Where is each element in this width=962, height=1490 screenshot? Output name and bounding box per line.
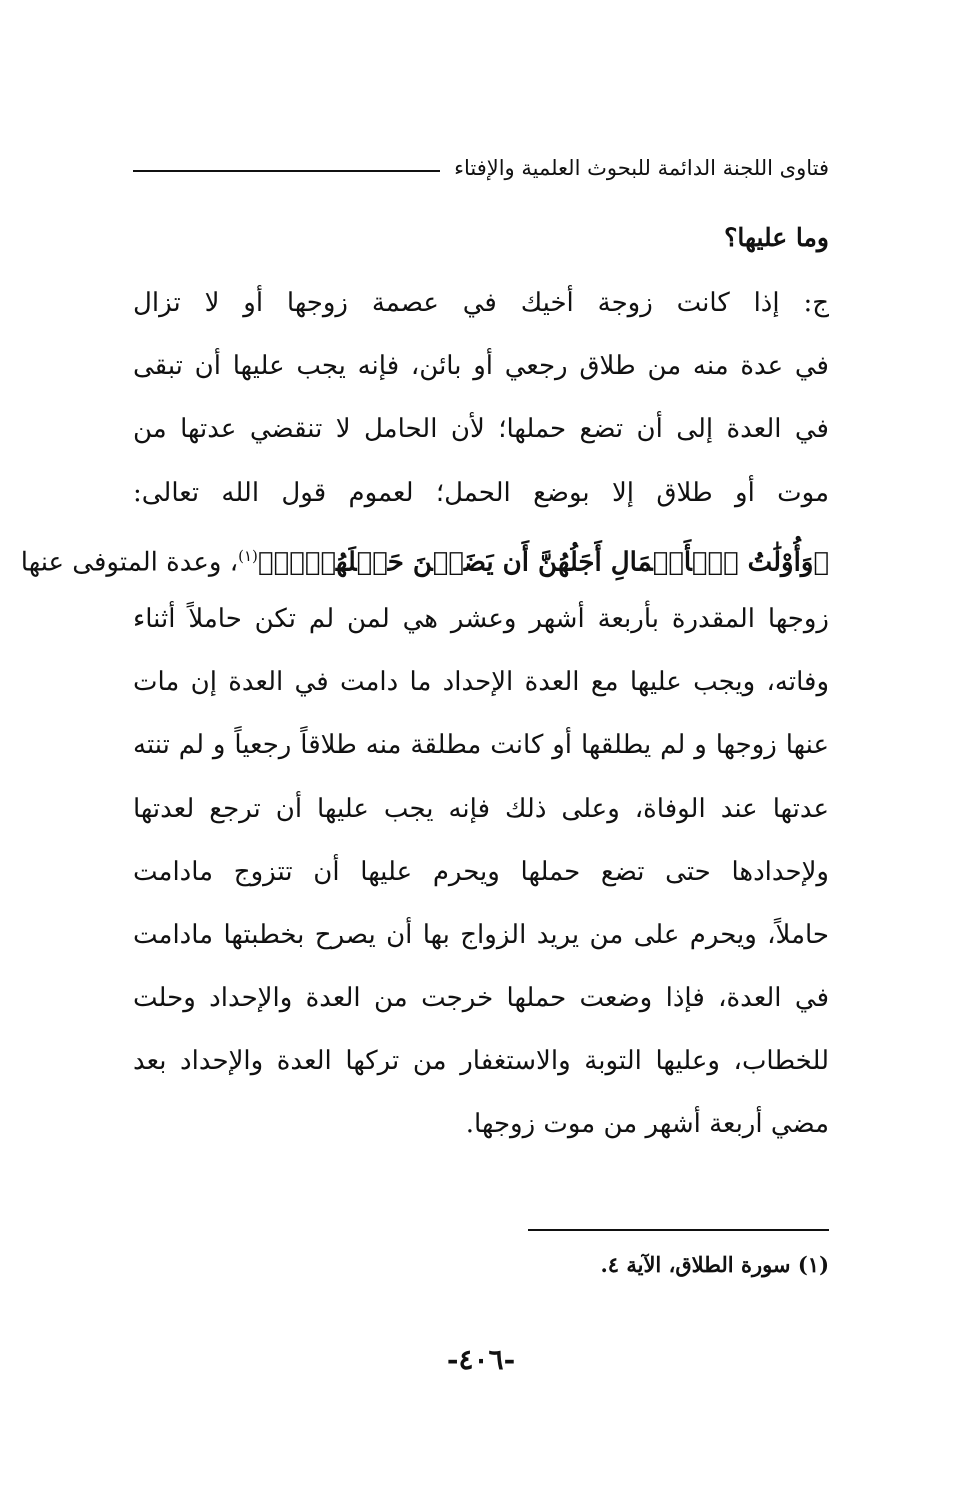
quran-verse-line [20,525,829,588]
after-verse-text: ، وعدة المتوفى عنها [20,547,239,578]
page-number: -٤٠٦- [446,1343,516,1376]
answer-line: ولإحدادها حتى تضع حملها ويحرم عليها أن تتزوج مادامت [133,856,829,887]
header-rule [133,170,440,172]
answer-line: ج: إذا كانت زوجة أخيك في عصمة زوجها أو لا تزال [133,288,829,318]
answer-line: موت أو طلاق إلا بوضع الحمل؛ لعموم قول الله تعالى: [133,477,829,508]
footnote-rule [528,1229,829,1231]
answer-body [20,272,829,1157]
answer-line: عنها زوجها و لم يطلقها أو كانت مطلقة منه طلاقاً رجعياً و لم تنته [133,730,829,761]
footnote-marker: (١) [238,546,258,565]
answer-line: زوجها المقدرة بأربعة أشهر وعشر هي لمن لم تكن حاملاً أثناء [133,603,829,634]
answer-line: للخطاب، وعليها التوبة والاستغفار من تركها العدة والإحداد بعد [133,1046,829,1077]
answer-line: في عدة منه من طلاق رجعي أو بائن، فإنه يجب عليها أن تبقى [133,351,829,382]
answer-line: في العدة، فإذا وضعت حملها خرجت من العدة والإحداد وحلت [133,983,829,1014]
answer-line: في العدة إلى أن تضع حملها؛ لأن الحامل لا تنقضي عدتها من [133,414,829,445]
answer-line: وفاته، ويجب عليها مع العدة الإحداد ما دامت في العدة إن مات [133,667,829,698]
footnote: (١) سورة الطلاق، الآية ٤. [600,1252,829,1277]
answer-line: مضي أربعة أشهر من موت زوجها. [465,1109,829,1140]
answer-line: عدتها عند الوفاة، وعلى ذلك فإنه يجب عليها أن ترجع لعدتها [133,793,829,824]
quran-verse: ﴿وَأُوْلَٰتُ ٱلۡأَحۡمَالِ أَجَلُهُنَّ أَن يَضَعۡنَ حَمۡلَهُنَّۚ﴾ [257,547,829,578]
answer-line: حاملاً، ويحرم على من يريد الزواج بها أن يصرح بخطبتها مادامت [133,919,829,950]
running-title: فتاوى اللجنة الدائمة للبحوث العلمية والإفتاء [454,156,829,180]
question-tail: وما عليها؟ [724,223,829,252]
running-header [133,148,829,188]
